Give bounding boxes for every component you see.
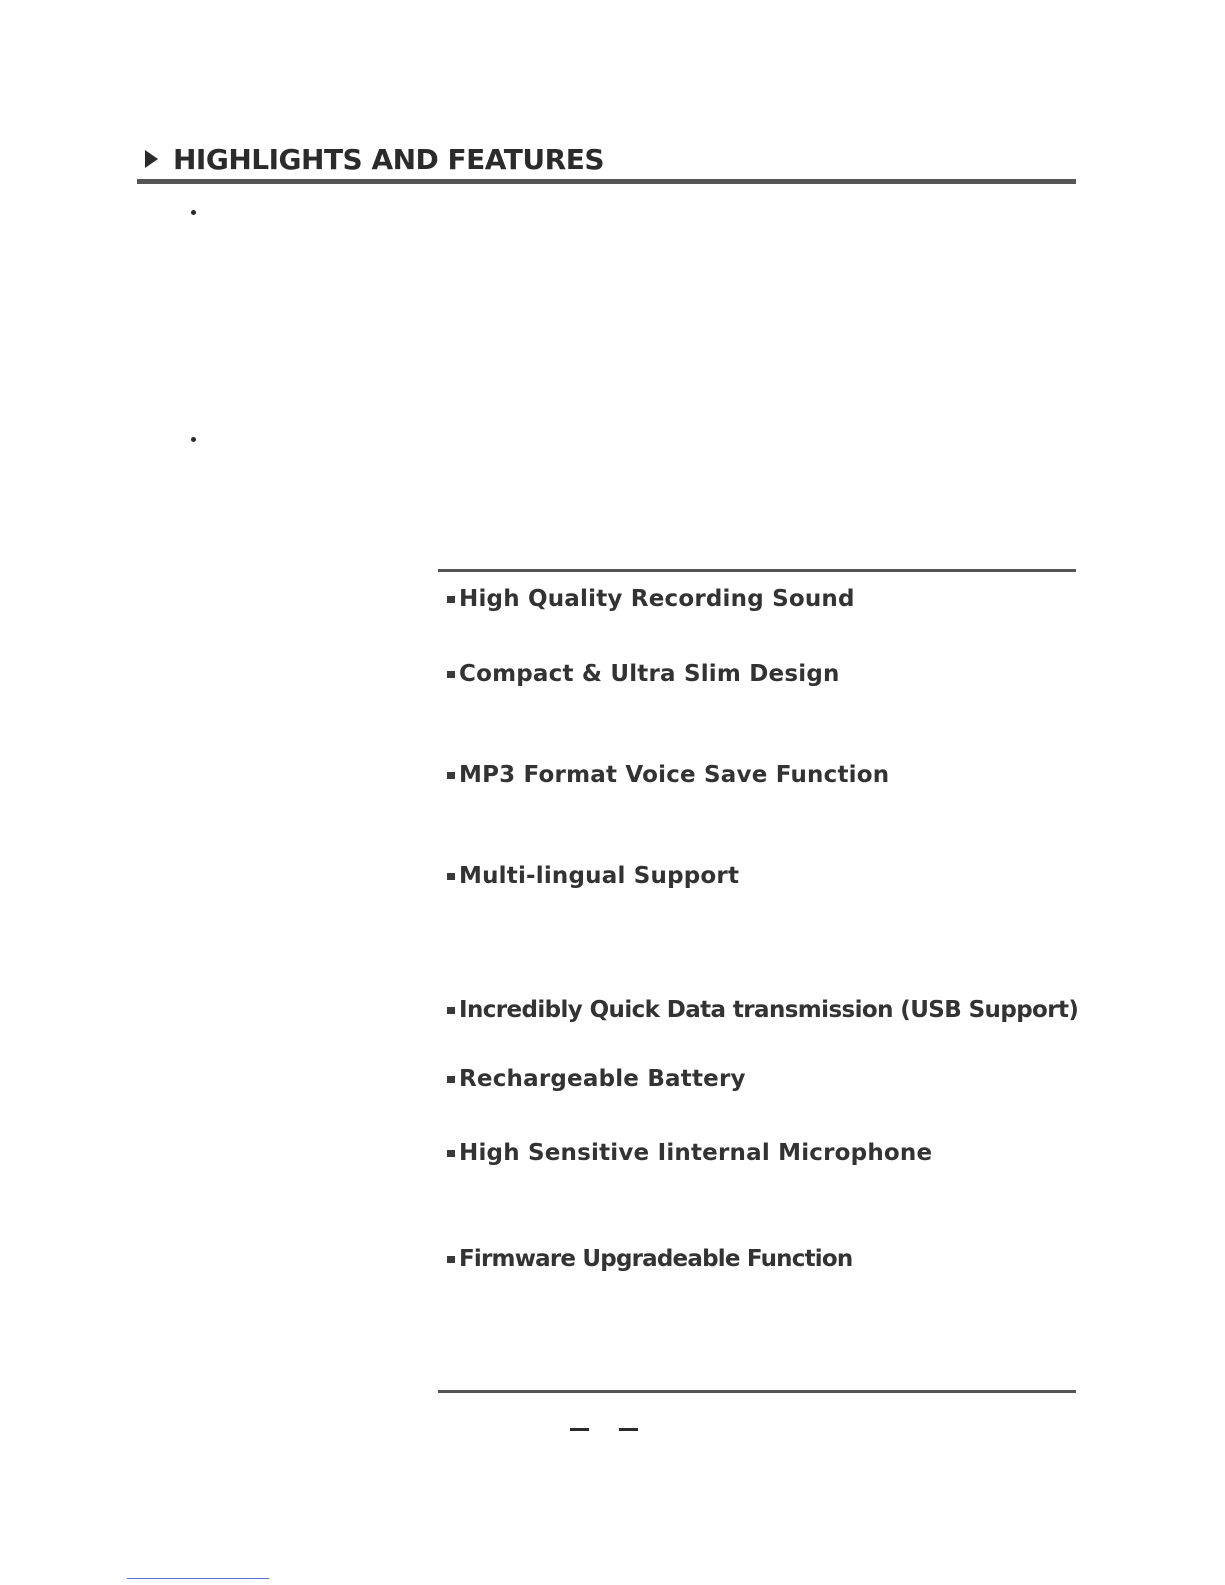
square-bullet-icon bbox=[447, 1256, 455, 1263]
page-number-dash-left bbox=[570, 1428, 589, 1431]
square-bullet-icon bbox=[447, 772, 455, 779]
feature-item bbox=[447, 1140, 932, 1166]
feature-text: MP3 Format Voice Save Function bbox=[459, 762, 890, 788]
feature-item bbox=[447, 863, 739, 889]
title-underline bbox=[137, 179, 1076, 184]
square-bullet-icon bbox=[447, 596, 455, 603]
square-bullet-icon bbox=[447, 873, 455, 880]
feature-text: Compact & Ultra Slim Design bbox=[459, 661, 840, 687]
feature-text: High Sensitive Iinternal Microphone bbox=[459, 1140, 933, 1166]
feature-item bbox=[447, 997, 1078, 1023]
features-bottom-rule bbox=[438, 1390, 1076, 1393]
feature-text: Firmware Upgradeable Function bbox=[459, 1246, 853, 1272]
feature-text: Rechargeable Battery bbox=[459, 1066, 746, 1092]
square-bullet-icon bbox=[447, 1150, 455, 1157]
feature-text: Multi-lingual Support bbox=[459, 863, 740, 889]
triangle-right-icon bbox=[145, 150, 158, 168]
feature-item bbox=[447, 586, 855, 612]
feature-text: Incredibly Quick Data transmission (USB Support) bbox=[459, 997, 1079, 1023]
feature-text: High Quality Recording Sound bbox=[459, 586, 855, 612]
footer-line bbox=[127, 1578, 269, 1579]
page-title: HIGHLIGHTS AND FEATURES bbox=[173, 142, 604, 176]
bullet-dot-1 bbox=[191, 210, 196, 215]
square-bullet-icon bbox=[447, 1076, 455, 1083]
feature-item bbox=[447, 762, 889, 788]
page-number-dash-right bbox=[619, 1428, 638, 1431]
square-bullet-icon bbox=[447, 671, 455, 678]
features-top-rule bbox=[438, 569, 1076, 572]
feature-item bbox=[447, 1066, 746, 1092]
feature-item bbox=[447, 661, 840, 687]
section-header bbox=[145, 140, 604, 178]
bullet-dot-2 bbox=[191, 437, 196, 442]
feature-item bbox=[447, 1246, 852, 1272]
square-bullet-icon bbox=[447, 1007, 455, 1014]
